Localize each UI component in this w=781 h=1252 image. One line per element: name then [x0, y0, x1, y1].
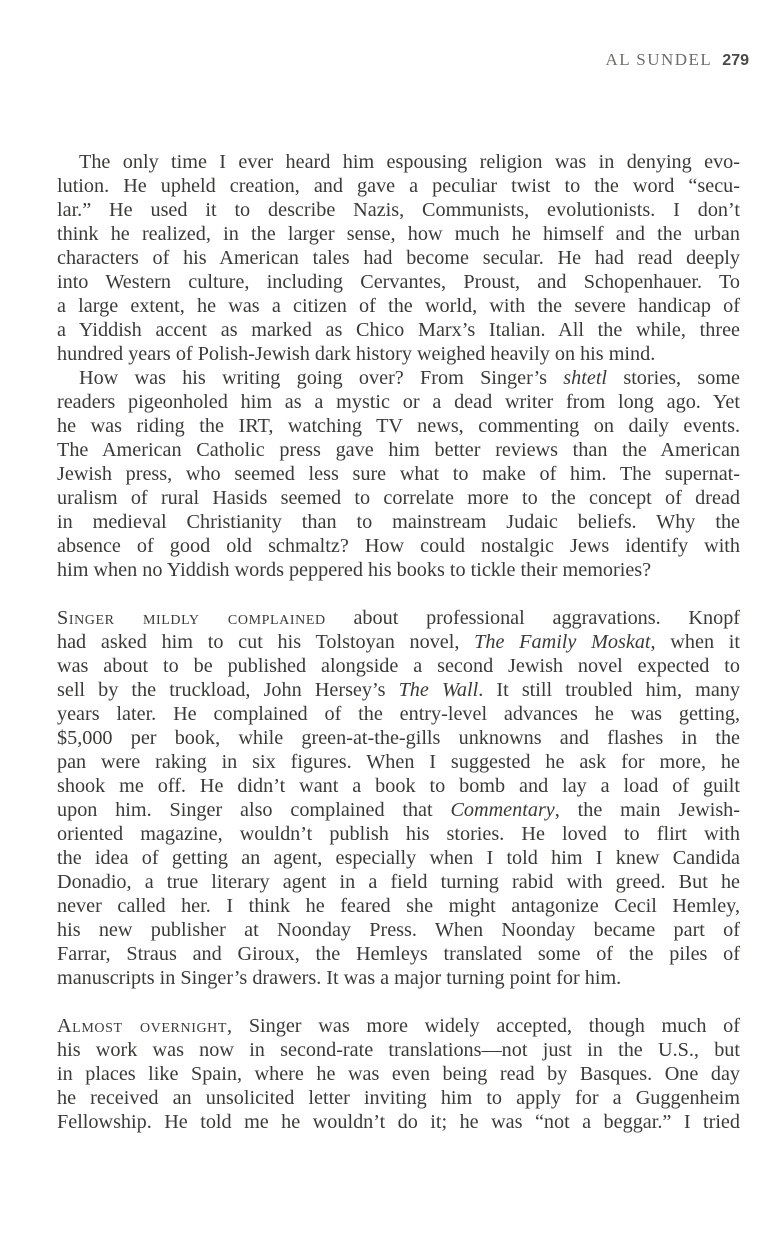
page-number: 279 [722, 52, 749, 69]
text-run: him when no Yiddish words peppered his books to tickle their memories? [57, 559, 652, 581]
text-line [57, 942, 740, 966]
text-line [57, 630, 740, 654]
italic-title: Commentary [450, 799, 555, 821]
text-run: Jewish press, who seemed less sure what to make of him. The supernat- [57, 463, 740, 485]
section-break [57, 582, 740, 606]
running-head-author: AL SUNDEL [605, 50, 713, 69]
paragraph-p4 [57, 1014, 740, 1134]
text-line [57, 1062, 740, 1086]
text-line [57, 438, 740, 462]
text-line [57, 966, 740, 990]
text-run: about professional aggravations. Knopf [325, 607, 741, 629]
text-line [57, 270, 740, 294]
text-run: . It still troubled him, many [478, 679, 740, 701]
text-line [57, 294, 740, 318]
text-run: never called her. I think he feared she might antagonize Cecil Hemley, [57, 895, 740, 917]
paragraph-p1 [57, 150, 740, 366]
text-run: The only time I ever heard him espousing religion was in denying evo- [79, 151, 740, 173]
text-run: shook me off. He didn’t want a book to bomb and lay a load of guilt [57, 775, 740, 797]
text-line [57, 462, 740, 486]
text-run: Farrar, Straus and Giroux, the Hemleys translated some of the piles of [57, 943, 740, 965]
text-line [57, 750, 740, 774]
text-line [57, 198, 740, 222]
paragraph-p3 [57, 606, 740, 990]
section-lead-in: Singer mildly complained [57, 607, 326, 629]
text-line [57, 918, 740, 942]
text-run: the idea of getting an agent, especially when I told him I knew Candida [57, 847, 740, 869]
italic-title: The Family Moskat [474, 631, 651, 653]
paragraph-p2 [57, 366, 740, 582]
text-line [57, 366, 740, 390]
text-run: his work was now in second-rate translations—not just in the U.S., but [57, 1039, 740, 1061]
text-line [57, 678, 740, 702]
text-run: oriented magazine, wouldn’t publish his stories. He loved to flirt with [57, 823, 740, 845]
text-run: a Yiddish accent as marked as Chico Marx’s Italian. All the while, three [57, 319, 740, 341]
text-run: , the main Jewish- [554, 799, 740, 821]
text-line [57, 558, 740, 582]
text-line [57, 1086, 740, 1110]
text-run: Donadio, a true literary agent in a field turning rabid with greed. But he [57, 871, 740, 893]
text-line [57, 342, 740, 366]
text-run: he received an unsolicited letter inviting him to apply for a Guggenheim [57, 1087, 740, 1109]
text-line [57, 846, 740, 870]
text-run: uralism of rural Hasids seemed to correlate more to the concept of dread [57, 487, 740, 509]
text-run: stories, some [607, 367, 740, 389]
text-run: Fellowship. He told me he wouldn’t do it; he was “not a beggar.” I tried [57, 1111, 740, 1133]
text-line [57, 534, 740, 558]
text-line [57, 606, 740, 630]
section-break [57, 990, 740, 1014]
text-line [57, 174, 740, 198]
text-line [57, 654, 740, 678]
text-run: into Western culture, including Cervantes, Proust, and Schopenhauer. To [57, 271, 740, 293]
text-run: he was riding the IRT, watching TV news, commenting on daily events. [57, 415, 740, 437]
text-line [57, 798, 740, 822]
text-run: was about to be published alongside a second Jewish novel expected to [57, 655, 740, 677]
text-line [57, 774, 740, 798]
italic-title: The Wall [398, 679, 479, 701]
text-line [57, 318, 740, 342]
text-line [57, 222, 740, 246]
text-run: in medieval Christianity than to mainstream Judaic beliefs. Why the [57, 511, 740, 533]
italic-title: shtetl [563, 367, 608, 389]
running-head [605, 48, 749, 73]
text-run: How was his writing going over? From Singer’s [79, 367, 564, 389]
text-line [57, 1014, 740, 1038]
text-line [57, 702, 740, 726]
text-run: pan were raking in six figures. When I suggested he ask for more, he [57, 751, 740, 773]
text-run: , when it [650, 631, 740, 653]
text-line [57, 1038, 740, 1062]
text-run: in places like Spain, where he was even being read by Basques. One day [57, 1063, 740, 1085]
text-run: lar.” He used it to describe Nazis, Communists, evolutionists. I don’t [57, 199, 740, 221]
text-run: absence of good old schmaltz? How could nostalgic Jews identify with [57, 535, 740, 557]
text-run: The American Catholic press gave him better reviews than the American [57, 439, 740, 461]
text-run: manuscripts in Singer’s drawers. It was a major turning point for him. [57, 967, 622, 989]
text-run: had asked him to cut his Tolstoyan novel, [57, 631, 475, 653]
text-run: , Singer was more widely accepted, though much of [227, 1015, 740, 1037]
text-run: readers pigeonholed him as a mystic or a dead writer from long ago. Yet [57, 391, 740, 413]
text-run: years later. He complained of the entry-level advances he was getting, [57, 703, 740, 725]
text-run: upon him. Singer also complained that [57, 799, 451, 821]
text-line [57, 1110, 740, 1134]
text-run: think he realized, in the larger sense, how much he himself and the urban [57, 223, 740, 245]
text-run: characters of his American tales had become secular. He had read deeply [57, 247, 740, 269]
text-line [57, 726, 740, 750]
text-line [57, 870, 740, 894]
text-line [57, 150, 740, 174]
text-line [57, 390, 740, 414]
text-line [57, 246, 740, 270]
text-line [57, 822, 740, 846]
text-run: hundred years of Polish-Jewish dark history weighed heavily on his mind. [57, 343, 656, 365]
text-line [57, 894, 740, 918]
body-text [57, 150, 740, 1134]
section-lead-in: Almost overnight [57, 1015, 228, 1037]
text-run: his new publisher at Noonday Press. When Noonday became part of [57, 919, 740, 941]
text-line [57, 414, 740, 438]
text-run: $5,000 per book, while green-at-the-gills unknowns and flashes in the [57, 727, 740, 749]
text-line [57, 510, 740, 534]
text-line [57, 486, 740, 510]
text-run: lution. He upheld creation, and gave a peculiar twist to the word “secu- [57, 175, 740, 197]
text-run: sell by the truckload, John Hersey’s [57, 679, 399, 701]
text-run: a large extent, he was a citizen of the world, with the severe handicap of [57, 295, 740, 317]
